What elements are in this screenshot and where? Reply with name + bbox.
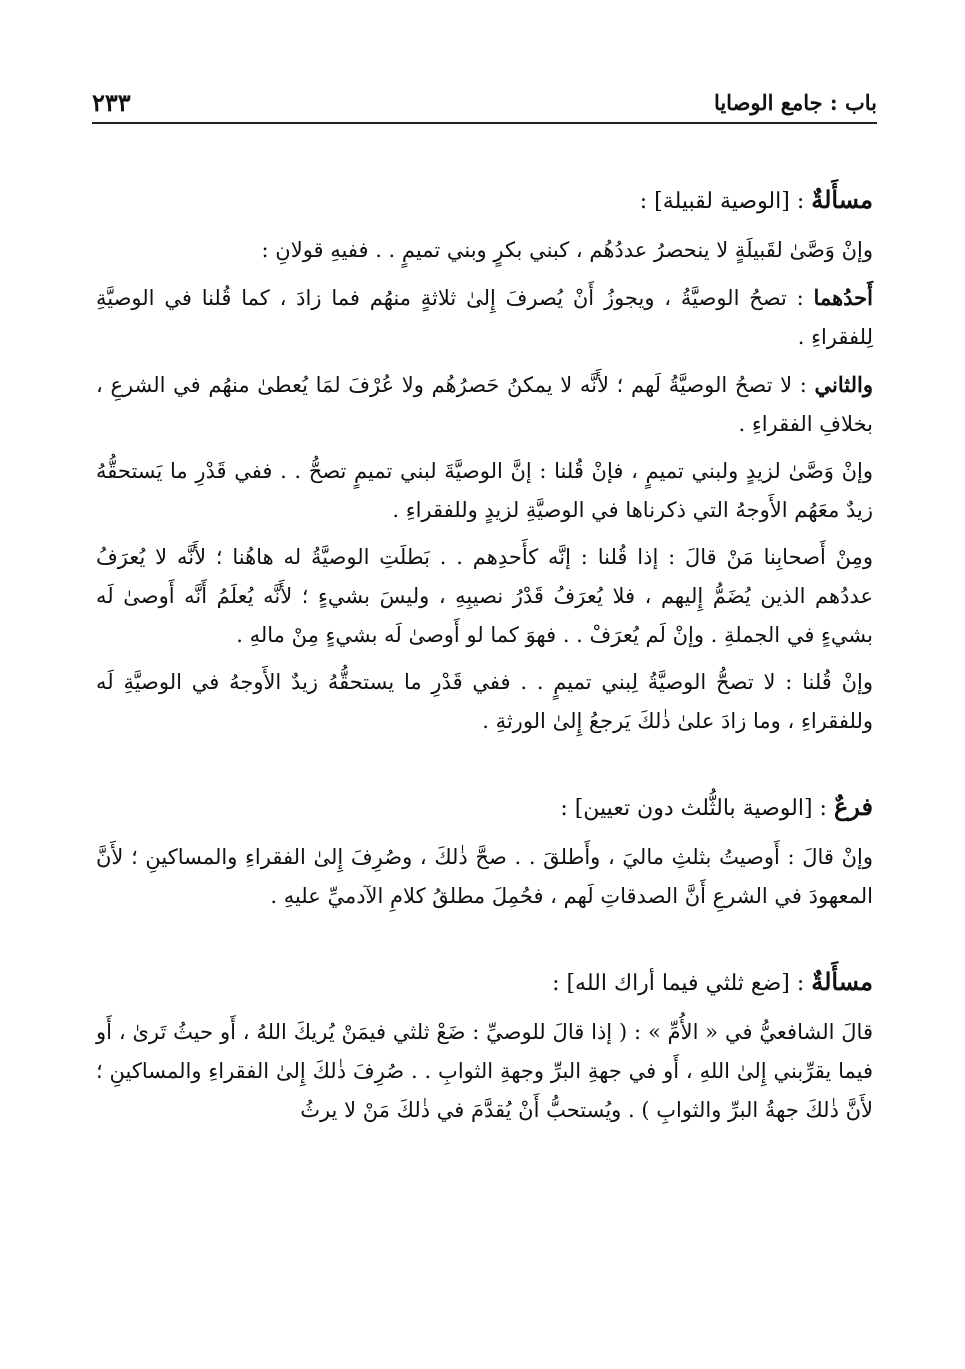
heading-lead: فرعٌ — [833, 792, 873, 821]
heading-title: : [ضع ثلثي فيما أراك الله] : — [552, 971, 812, 996]
paragraph: وإنْ وَصَّىٰ لزيدٍ ولبني تميمٍ ، فإنْ قُلنا : إنَّ الوصيَّةَ لبني تميمٍ تصحُّ . . ففي قَدْرِ ما يَستحقُّهُ زيدٌ معَهُم الأَوجهُ التي ذكرناها في الوصيَّةِ لزيدٍ وللفقراءِ . — [96, 459, 873, 522]
heading-title: : [الوصية بالثُّلث دون تعيين] : — [560, 796, 834, 821]
paragraph — [96, 278, 873, 357]
paragraph: وإنْ قُلنا : لا تصحُّ الوصيَّةُ لِبني تميمٍ . . ففي قَدْرِ ما يستحقُّهُ زيدٌ الأَوجهُ في الوصيَّةِ لَه وللفقراءِ ، وما زادَ علىٰ ذٰلكَ يَرجعُ إِلىٰ الورثةِ . — [96, 670, 873, 733]
paragraph: قالَ الشافعيُّ في « الأُمِّ » : ( إذا قالَ للوصيِّ : ضَعْ ثلثي فيمَنْ يُريكَ اللهُ ، أَو حيثُ تَرىٰ ، أَو فيما يقرِّبني إِلىٰ اللهِ ، أَو في جهةِ البرِّ وجهةِ الثوابِ . . صُرِفَ ذٰلكَ إِلىٰ الفقراءِ والمساكينِ ؛ لأَنَّ ذٰلكَ جهةُ البرِّ والثوابِ ) . ويُستحبُّ أَنْ يُقدَّمَ في ذٰلكَ مَنْ لا يرثُ — [96, 1020, 873, 1122]
paragraph: وإنْ قالَ : أَوصيتُ بثلثِ ماليَ ، وأَطلقَ . . صحَّ ذٰلكَ ، وصُرِفَ إِلىٰ الفقراءِ والمساكينِ ؛ لأَنَّ المعهودَ في الشرعِ أَنَّ الصدقاتِ لَهم ، فحُمِلَ مطلقُ كلامِ الآدميِّ عليهِ . — [96, 845, 873, 908]
paragraph-text: : تصحُ الوصيَّةُ ، ويجوزُ أَنْ يُصرفَ إِلىٰ ثلاثةٍ منهُم فما زادَ ، كما قُلنا في الوصيَّةِ لِلفقراءِ . — [96, 286, 873, 349]
page-number: ٢٣٣ — [92, 87, 131, 117]
heading-lead: مسأَلةٌ — [811, 967, 873, 996]
paragraph — [96, 365, 873, 444]
page-header — [92, 82, 877, 124]
running-title: باب : جامع الوصايا — [713, 89, 877, 115]
heading-title: : [الوصية لقبيلة] : — [639, 189, 812, 214]
paragraph-text: : لا تصحُ الوصيَّةُ لَهم ؛ لأَنَّه لا يمكنُ حَصرُهُم ولا عُرْفَ لمَا يُعطىٰ منهُم في الشرعِ ، بخلافِ الفقراءِ . — [96, 373, 873, 436]
paragraph-lead: والثاني — [814, 372, 873, 397]
section-gap — [96, 924, 873, 962]
paragraph-lead: أَحدُهما — [813, 285, 873, 310]
section-heading — [96, 962, 873, 1003]
paragraph: ومِنْ أَصحابِنا مَنْ قالَ : إذا قُلنا : إنَّه كأَحدِهم . . بَطلَتِ الوصيَّةُ له هاهُنا ؛ لأَنَّه لا يُعرَفُ عددُهم الذين يُضَمُّ إِليهم ، فلا يُعرَفُ قَدْرُ نصيبِهِ ، وليسَ بشيءٍ ؛ لأَنَّه يُعلَمُ أَنَّه أَوصىٰ لَه بشيءٍ في الجملةِ . وإنْ لَم يُعرَفْ . . فهوَ كما لو أَوصىٰ لَه بشيءٍ مِنْ مالهِ . — [96, 545, 873, 647]
heading-lead: مسأَلةٌ — [811, 185, 873, 214]
section-gap — [96, 749, 873, 787]
section-heading — [96, 787, 873, 828]
text-body — [96, 180, 873, 1138]
paragraph: وإنْ وَصَّىٰ لقَبيلَةٍ لا ينحصرُ عددُهُم ، كبني بكرٍ وبني تميمٍ . . ففيهِ قولانِ : — [261, 238, 873, 262]
section-heading — [96, 180, 873, 221]
